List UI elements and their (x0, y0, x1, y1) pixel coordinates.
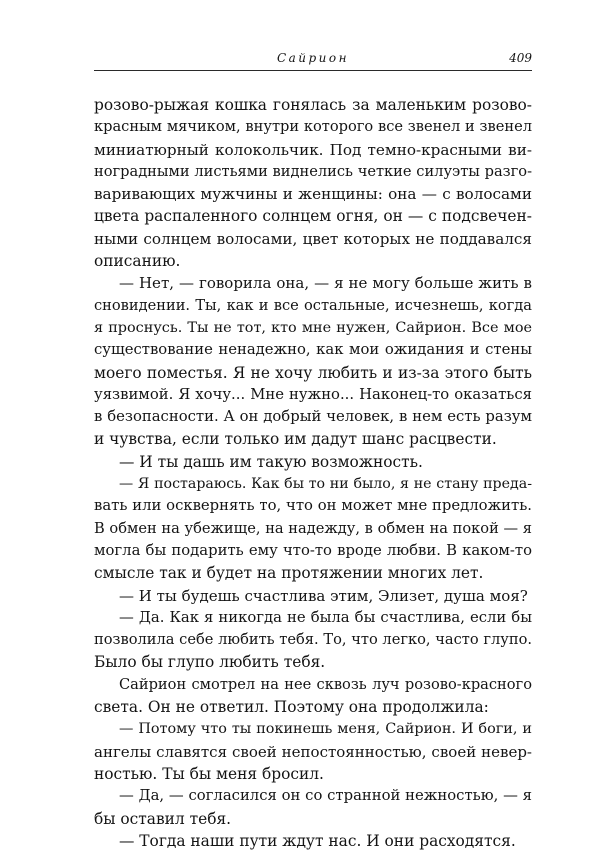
text-line: варивающих мужчины и женщины: она — с волосами (94, 185, 532, 204)
text-line: и чувства, если только им дадут шанс расцвести. (94, 430, 497, 449)
text-line: Было бы глупо любить тебя. (94, 653, 326, 672)
text-line: — И ты будешь счастлива этим, Элизет, душа моя? (119, 586, 528, 605)
text-line: — Тогда наши пути ждут нас. И они расходятся. (119, 831, 516, 850)
text-line: красным мячиком, внутри которого все звенел и звенел (94, 118, 532, 136)
text-line: — Потому что ты покинешь меня, Сайрион. И боги, и (119, 721, 532, 738)
text-line: ангелы славятся своей непостоянностью, своей невер- (94, 742, 532, 761)
text-line: Сайрион смотрел на нее сквозь луч розово-красного (119, 675, 532, 693)
running-title: Сайрион (276, 51, 350, 65)
text-line: существование ненадежно, как мои ожидания и стены (94, 341, 532, 359)
text-line: — Я постараюсь. Как бы то ни было, я не стану преда- (119, 476, 532, 493)
text-line: смысле так и будет на протяжении многих лет. (94, 564, 484, 583)
text-line: — Да. Как я никогда не была бы счастлива, если бы (119, 608, 532, 626)
text-line: миниатюрный колокольчик. Под темно-красными ви- (94, 140, 532, 159)
text-line: ными солнцем волосами, цвет которых не поддавался (94, 229, 532, 248)
text-line: уязвимой. Я хочу... Мне нужно... Наконец-то оказаться (94, 385, 532, 403)
text-line: — Да, — согласился он со странной нежностью, — я (119, 787, 532, 805)
text-line: вать или осквернять то, что он может мне предложить. (94, 497, 532, 515)
text-line: цвета распаленного солнцем огня, он — с подсвечен- (94, 207, 532, 226)
text-line: описанию. (94, 252, 181, 271)
text-line: — Нет, — говорила она, — я не могу больше жить в (119, 274, 532, 293)
running-head (94, 50, 532, 72)
text-line: моего поместья. Я не хочу любить и из-за этого быть (94, 363, 532, 382)
text-line: розово-рыжая кошка гонялась за маленьким розово- (94, 96, 532, 114)
text-line: — И ты дашь им такую возможность. (119, 452, 423, 471)
text-line: В обмен на убежище, на надежду, в обмен на покой — я (94, 519, 532, 537)
text-line: ноградными листьями виднелись четкие силуэты разго- (94, 162, 532, 180)
body-text (94, 94, 532, 852)
text-line: в безопасности. А он добрый человек, в нем есть разум (94, 408, 532, 426)
text-line: ностью. Ты бы меня бросил. (94, 764, 324, 783)
text-line: сновидении. Ты, как и все остальные, исчезнешь, когда (94, 296, 532, 314)
text-line: бы оставил тебя. (94, 809, 232, 828)
text-line: света. Он не ответил. Поэтому она продолжила: (94, 698, 489, 717)
page-number: 409 (509, 51, 532, 65)
text-line: могла бы подарить ему что-то вроде любви. В каком-то (94, 541, 532, 559)
text-line: позволила себе любить тебя. То, что легко, часто глупо. (94, 631, 532, 649)
text-line: я проснусь. Ты не тот, кто мне нужен, Сайрион. Все мое (94, 319, 532, 336)
header-rule (94, 70, 532, 71)
